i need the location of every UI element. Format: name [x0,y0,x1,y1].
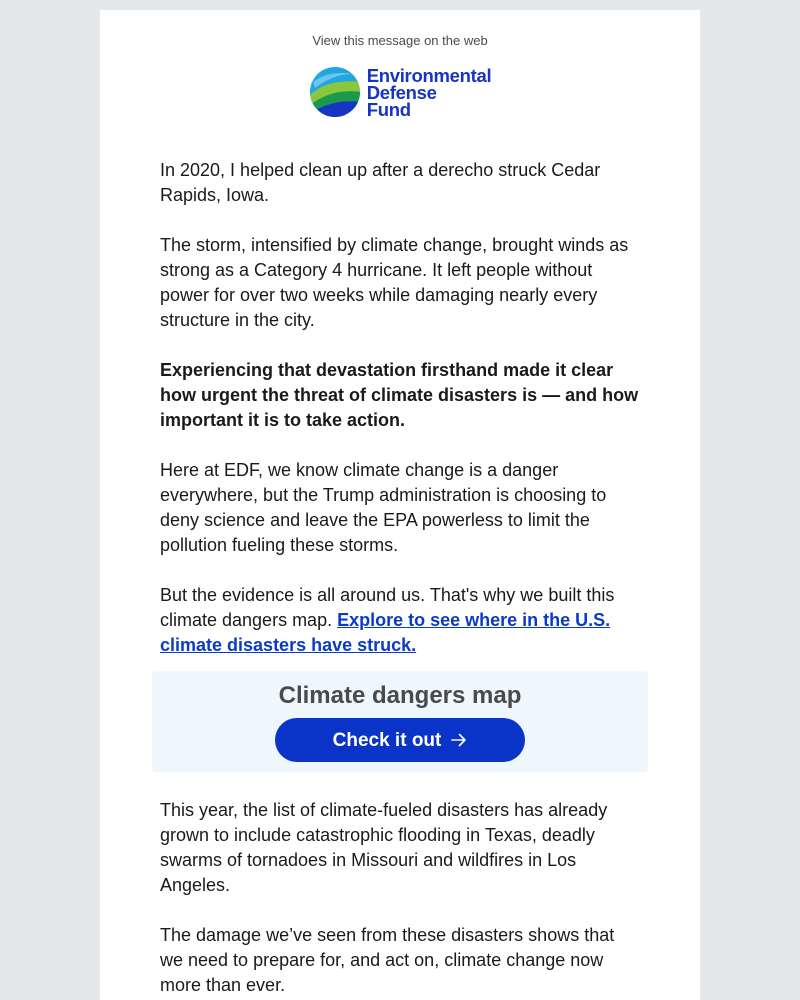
paragraph-5-text: But the evidence is all around us. That's why we built this climate dangers map. [160,585,615,630]
logo-line-3: Fund [366,98,411,120]
logo-line-2: Defense [366,81,437,103]
paragraph-7: The damage we’ve seen from these disasters shows that we need to prepare for, and act on, climate change now more than ever. [160,925,615,995]
paragraph-5 [160,583,640,658]
top-bar [0,0,800,10]
email-card [100,10,700,1000]
arrow-right-icon [451,733,467,747]
email-body [100,158,700,998]
cta-box [152,671,648,772]
edf-logo[interactable] [100,66,700,118]
cta-button-label: Check it out [332,729,442,751]
paragraph-4: Here at EDF, we know climate change is a danger everywhere, but the Trump administration is choosing to deny science and leave the EPA powerless to limit the pollution fueling these storms. [160,460,607,555]
explore-map-link[interactable]: Explore to see where in the U.S. climate disasters have struck. [160,610,611,655]
paragraph-6: This year, the list of climate-fueled disasters has already grown to include catastrophic flooding in Texas, deadly swarms of tornadoes in Missouri and wildfires in Los Angeles. [160,800,608,895]
logo-wordmark [366,64,492,120]
logo-line-1: Environmental [366,64,492,86]
edf-logo-icon [309,66,361,118]
paragraph-1: In 2020, I helped clean up after a derecho struck Cedar Rapids, Iowa. [160,160,601,205]
cta-title: Climate dangers map [278,682,522,709]
paragraph-2: The storm, intensified by climate change, brought winds as strong as a Category 4 hurricane. It left people without power for over two weeks while damaging nearly every structure in the city. [160,235,629,330]
logo-wrapper [309,66,492,118]
check-it-out-button[interactable] [275,718,525,762]
view-on-web-link[interactable]: View this message on the web [312,33,488,48]
paragraph-3-bold: Experiencing that devastation firsthand made it clear how urgent the threat of climate disasters is — and how important it is to take action. [160,360,639,430]
